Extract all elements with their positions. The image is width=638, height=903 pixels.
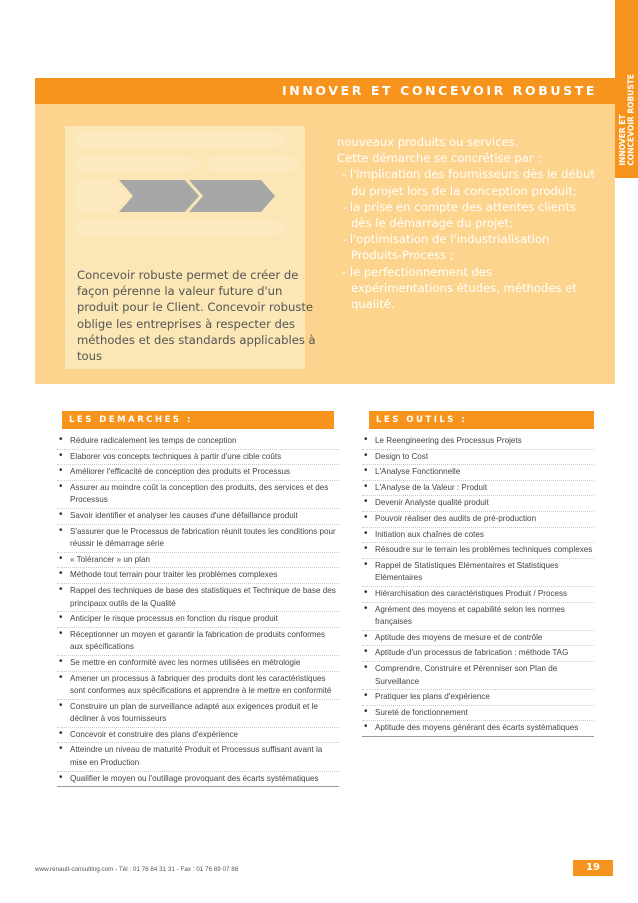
demarches-heading-bar bbox=[62, 411, 334, 429]
side-tab-line-1: INNOVER ET bbox=[618, 114, 627, 166]
list-item: • L'Analyse de la Valeur : Produit bbox=[362, 481, 594, 497]
list-item: • Se mettre en conformité avec les normes utilisées en métrologie bbox=[57, 656, 339, 672]
list-item: • Pouvoir réaliser des audits de pré-production bbox=[362, 512, 594, 528]
demarches-heading: LES DEMARCHES : bbox=[69, 415, 193, 425]
arrow-row-3-a bbox=[75, 180, 129, 212]
list-item: • Le Reengineering des Processus Projets bbox=[362, 434, 594, 450]
page-number: 19 bbox=[573, 860, 613, 876]
list-item: • Rappel de Statistiques Elémentaires et Statistiques Elémentaires bbox=[362, 559, 594, 587]
list-item: • Méthode tout terrain pour traiter les problèmes complexes bbox=[57, 568, 339, 584]
list-item: • Elaborer vos concepts techniques à partir d'une cible coûts bbox=[57, 450, 339, 466]
arrow-row-2 bbox=[75, 156, 203, 172]
list-item: • Construire un plan de surveillance adapté aux exigences produit et le décliner à vos fournisseurs bbox=[57, 700, 339, 728]
hero-right-line-2: Cette démarche se concrétise par : bbox=[337, 151, 542, 166]
side-tab-line-2: CONCEVOIR ROBUSTE bbox=[626, 74, 636, 166]
hero-right-item: - la prise en compte des attentes clients dès le démarrage du projet; bbox=[342, 199, 576, 231]
list-item: • Concevoir et construire des plans d'expérience bbox=[57, 728, 339, 744]
process-arrows-illustration bbox=[75, 132, 315, 242]
hero-right-item: - l'optimisation de l'industrialisation Produits-Process ; bbox=[342, 232, 550, 263]
list-item: • Agrément des moyens et capabilité selon les normes françaises bbox=[362, 603, 594, 631]
list-item: • S'assurer que le Processus de fabrication réunit toutes les conditions pour réussir le démarrage série bbox=[57, 525, 339, 553]
list-item: • Savoir identifier et analyser les causes d'une défaillance produit bbox=[57, 509, 339, 525]
outils-heading-bar bbox=[369, 411, 594, 429]
arrow-row-3-c bbox=[189, 180, 275, 212]
hero-panel bbox=[35, 104, 615, 384]
hero-right-text bbox=[337, 134, 597, 312]
section-title: INNOVER ET CONCEVOIR ROBUSTE bbox=[282, 83, 597, 98]
list-item: • Design to Cost bbox=[362, 450, 594, 466]
list-item: • Rappel des techniques de base des statistiques et Technique de base des principaux outils de la Qualité bbox=[57, 584, 339, 612]
outils-heading: LES OUTILS : bbox=[376, 415, 468, 425]
list-item: • Améliorer l'efficacité de conception des produits et Processus bbox=[57, 465, 339, 481]
hero-right-item: - le perfectionnement des expérimentations études, méthodes et qualité. bbox=[342, 264, 577, 312]
list-item: • Initiation aux chaînes de cotes bbox=[362, 528, 594, 544]
list-item: • Réduire radicalement les temps de conception bbox=[57, 434, 339, 450]
list-item: • Comprendre, Construire et Pérenniser son Plan de Surveillance bbox=[362, 662, 594, 690]
list-item: • Aptitude d'un processus de fabrication : méthode TAG bbox=[362, 646, 594, 662]
demarches-list bbox=[57, 434, 339, 787]
list-item: • Anticiper le risque processus en fonction du risque produit bbox=[57, 612, 339, 628]
footer-contact: www.renault-consulting.com - Tél : 01 76 84 31 31 - Fax : 01 76 89 07 88 bbox=[35, 866, 239, 873]
list-item: • « Tolérancer » un plan bbox=[57, 553, 339, 569]
hero-right-line-1: nouveaux produits ou services. bbox=[337, 135, 519, 149]
arrow-row-1 bbox=[75, 132, 289, 148]
list-item: • Pratiquer les plans d'expérience bbox=[362, 690, 594, 706]
section-header-band bbox=[35, 78, 615, 104]
arrow-row-3-b bbox=[119, 180, 199, 212]
list-item: • Sureté de fonctionnement bbox=[362, 706, 594, 722]
hero-right-item: - l'implication des fournisseurs dès le début du projet lors de la conception produit; bbox=[342, 167, 595, 198]
list-item: • Hiérarchisation des caractéristiques Produit / Process bbox=[362, 587, 594, 603]
list-item: • Aptitude des moyens de mesure et de contrôle bbox=[362, 631, 594, 647]
arrow-row-2-right bbox=[209, 156, 303, 172]
section-side-tab bbox=[615, 0, 638, 178]
list-item: • Réceptionner un moyen et garantir la fabrication de produits conformes aux spécifications bbox=[57, 628, 339, 656]
list-item: • Assurer au moindre coût la conception des produits, des services et des Processus bbox=[57, 481, 339, 509]
list-item: • Devenir Analyste qualité produit bbox=[362, 496, 594, 512]
list-item: • Atteindre un niveau de maturité Produit et Processus suffisant avant la mise en Production bbox=[57, 743, 339, 771]
side-tab-label bbox=[619, 74, 636, 166]
list-item: • Résoudre sur le terrain les problèmes techniques complexes bbox=[362, 543, 594, 559]
list-item: • Qualifier le moyen ou l'outillage provoquant des écarts systématiques bbox=[57, 772, 339, 788]
list-item: • Amener un processus à fabriquer des produits dont les caractéristiques sont conformes aux spécifications et apprendre à le mettre en conformité bbox=[57, 672, 339, 700]
hero-intro-text: Concevoir robuste permet de créer de façon pérenne la valeur future d'un produit pour le Client. Concevoir robuste oblige les entreprises à respecter des méthodes et des standards applicables à tous bbox=[77, 268, 316, 364]
list-item: • Aptitude des moyens générant des écarts systématiques bbox=[362, 721, 594, 737]
outils-list bbox=[362, 434, 594, 737]
list-item: • L'Analyse Fonctionnelle bbox=[362, 465, 594, 481]
arrow-row-4 bbox=[75, 220, 289, 236]
